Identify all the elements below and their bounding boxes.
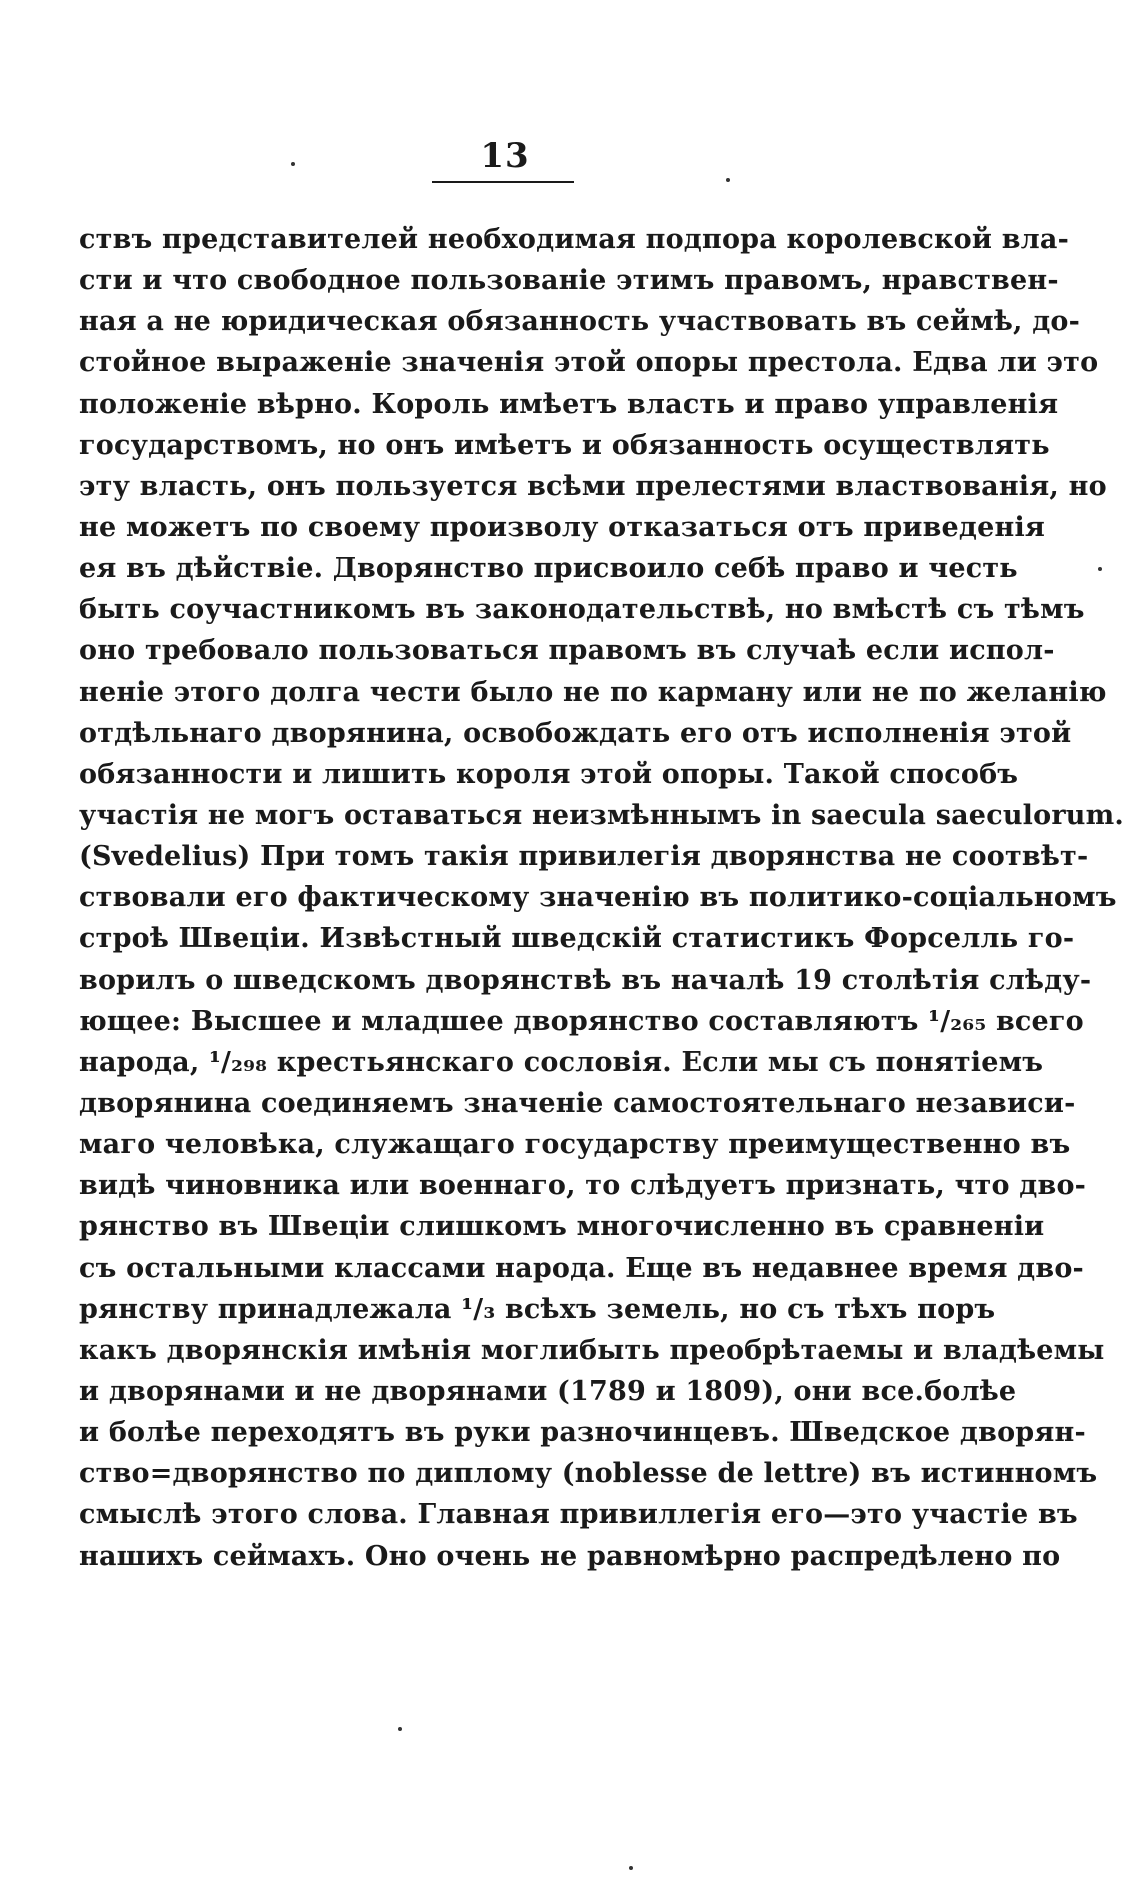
print-speck bbox=[1098, 567, 1102, 571]
print-speck bbox=[726, 178, 730, 182]
text-line: съ остальными классами народа. Еще въ недавнее время дво- bbox=[79, 1252, 1084, 1284]
text-line: ствъ представителей необходимая подпора королевской вла- bbox=[79, 224, 1069, 255]
text-line: ворилъ о шведскомъ дворянствѣ въ началѣ 19 столѣтія слѣду- bbox=[79, 964, 1092, 996]
text-line: ство=дворянство по диплому (noblesse de lettre) въ истинномъ bbox=[79, 1458, 1098, 1490]
text-line: неніе этого долга чести было не по карману или не по желанію bbox=[79, 676, 1107, 708]
text-line: строѣ Швеціи. Извѣстный шведскій статистикъ Форселль го- bbox=[79, 923, 1075, 955]
text-line: государствомъ, но онъ имѣетъ и обязанность осуществлять bbox=[79, 429, 1050, 461]
text-line: эту власть, онъ пользуется всѣми прелестями властвованія, но bbox=[79, 470, 1107, 502]
text-line: обязанности и лишить короля этой опоры. Такой способъ bbox=[79, 758, 1019, 790]
text-line: нашихъ сеймахъ. Оно очень не равномѣрно распредѣлено по bbox=[79, 1540, 1061, 1572]
text-line: дворянина соединяемъ значеніе самостоятельнаго независи- bbox=[79, 1087, 1076, 1119]
text-line: ствовали его фактическому значенію въ политико-соціальномъ bbox=[79, 882, 1117, 914]
print-speck bbox=[629, 1866, 633, 1870]
print-speck bbox=[291, 162, 295, 166]
text-line: положеніе вѣрно. Король имѣетъ власть и право управленія bbox=[79, 388, 1059, 420]
text-line: оно требовало пользоваться правомъ въ случаѣ если испол- bbox=[79, 635, 1055, 667]
text-line: маго человѣка, служащаго государству преимущественно въ bbox=[79, 1129, 1071, 1161]
text-line: участія не могъ оставаться неизмѣннымъ in saecula saeculorum. bbox=[79, 799, 1124, 831]
text-line: не можетъ по своему произволу отказаться отъ приведенія bbox=[79, 511, 1046, 543]
header-rule bbox=[432, 181, 574, 183]
print-speck bbox=[398, 1727, 402, 1731]
text-line: отдѣльнаго дворянина, освобождать его отъ исполненія этой bbox=[79, 717, 1072, 749]
text-line: смыслѣ этого слова. Главная привиллегія его—это участіе въ bbox=[79, 1499, 1078, 1531]
text-line: рянству принадлежала ¹/₃ всѣхъ земель, но съ тѣхъ поръ bbox=[79, 1293, 996, 1325]
page-number: 13 bbox=[480, 136, 530, 176]
text-line: сти и что свободное пользованіе этимъ правомъ, нравствен- bbox=[79, 265, 1059, 297]
text-line: ющее: Высшее и младшее дворянство составляютъ ¹/₂₆₅ всего bbox=[79, 1005, 1084, 1037]
text-line: рянство въ Швеціи слишкомъ многочисленно въ сравненіи bbox=[79, 1211, 1045, 1243]
text-line: и болѣе переходятъ въ руки разночинцевъ. Шведское дворян- bbox=[79, 1417, 1086, 1449]
text-line: стойное выраженіе значенія этой опоры престола. Едва ли это bbox=[79, 347, 1099, 379]
text-line: и дворянами и не дворянами (1789 и 1809), они все.болѣе bbox=[79, 1375, 1017, 1407]
text-line: видѣ чиновника или военнаго, то слѣдуетъ признать, что дво- bbox=[79, 1170, 1087, 1202]
text-line: ная а не юридическая обязанность участвовать въ сеймѣ, до- bbox=[79, 306, 1081, 338]
text-line: народа, ¹/₂₉₈ крестьянскаго сословія. Если мы съ понятіемъ bbox=[79, 1046, 1044, 1078]
text-line: быть соучастникомъ въ законодательствѣ, но вмѣстѣ съ тѣмъ bbox=[79, 594, 1085, 626]
body-text bbox=[79, 219, 1124, 1577]
text-line: ея въ дѣйствіе. Дворянство присвоило себѣ право и честь bbox=[79, 553, 1018, 585]
text-line: (Svedelius) При томъ такія привилегія дворянства не соотвѣт- bbox=[79, 841, 1089, 873]
text-line: какъ дворянскія имѣнія моглибыть преобрѣтаемы и владѣемы bbox=[79, 1334, 1105, 1366]
